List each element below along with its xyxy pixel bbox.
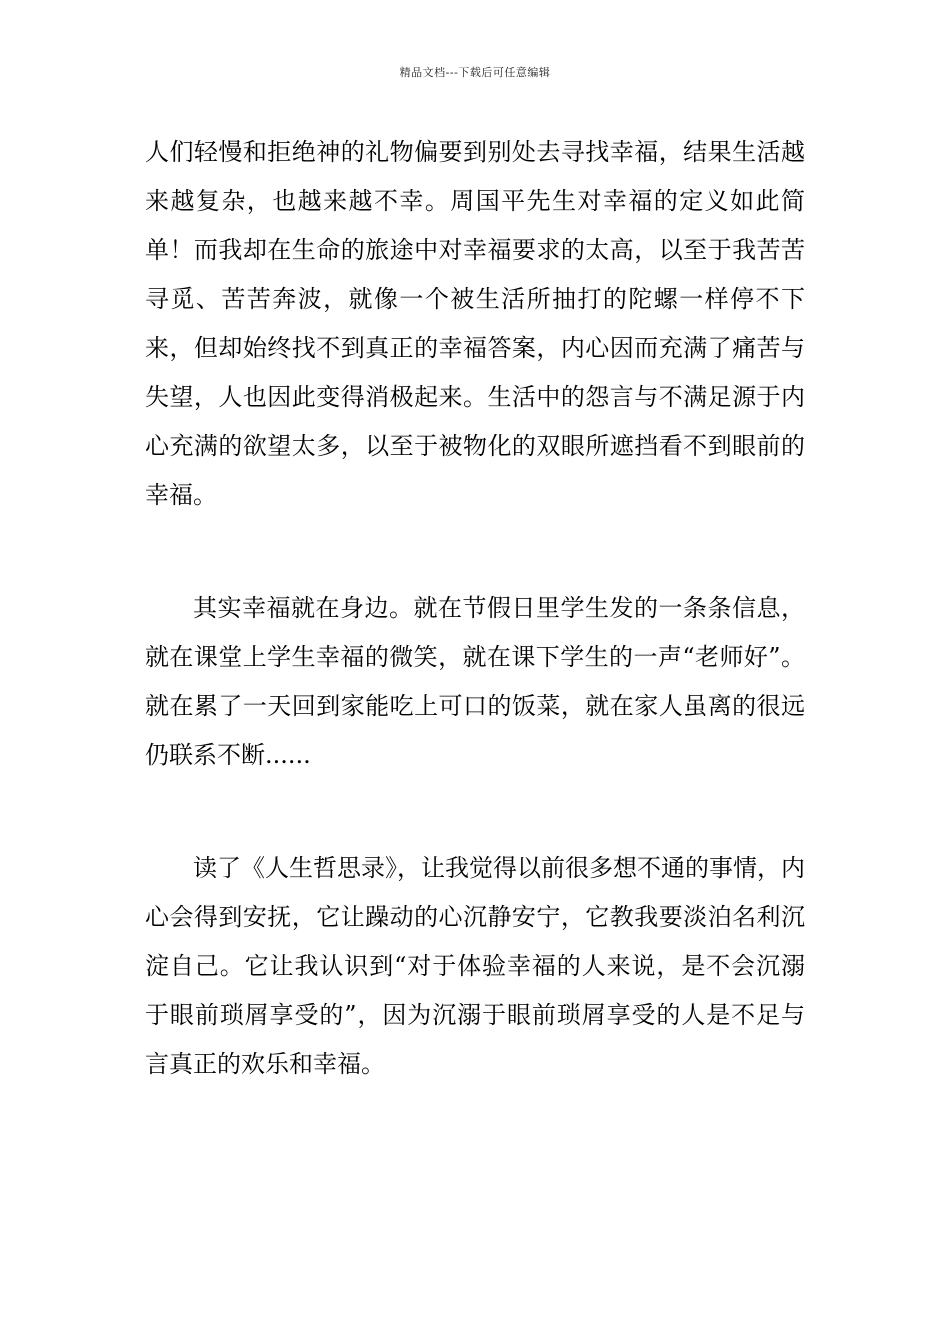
page-header: 精品文档---下载后可任意编辑 bbox=[399, 66, 551, 79]
paragraph-gap bbox=[145, 780, 805, 844]
paragraph-gap bbox=[145, 520, 805, 584]
paragraph-2: 其实幸福就在身边。就在节假日里学生发的一条条信息，就在课堂上学生幸福的微笑，就在课下学生的一声“老师好”。就在累了一天回到家能吃上可口的饭菜，就在家人虽离的很远仍联系不断...... bbox=[145, 594, 805, 769]
paragraph-3: 读了《人生哲思录》，让我觉得以前很多想不通的事情，内心会得到安抚，它让躁动的心沉静安宁，它教我要淡泊名利沉淀自己。它让我认识到“对于体验幸福的人来说，是不会沉溺于眼前琐屑享受的”，因为沉溺于眼前琐屑享受的人是不足与言真正的欢乐和幸福。 bbox=[145, 854, 805, 1078]
paragraph-1: 人们轻慢和拒绝神的礼物偏要到别处去寻找幸福，结果生活越来越复杂，也越来越不幸。周国平先生对幸福的定义如此简单！而我却在生命的旅途中对幸福要求的太高，以至于我苦苦寻觅、苦苦奔波，就像一个被生活所抽打的陀螺一样停不下来，但却始终找不到真正的幸福答案，内心因而充满了痛苦与失望，人也因此变得消极起来。生活中的怨言与不满足源于内心充满的欲望太多，以至于被物化的双眼所遮挡看不到眼前的幸福。 bbox=[145, 138, 805, 509]
document-body bbox=[145, 128, 805, 1089]
